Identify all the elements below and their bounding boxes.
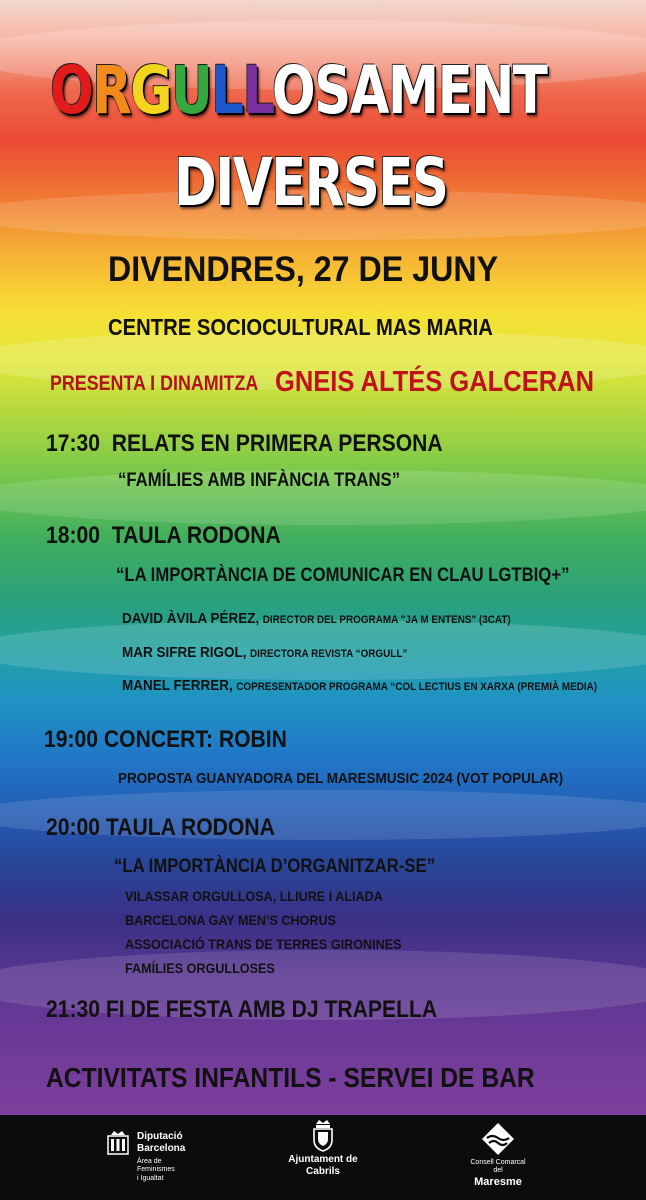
event-title: CONCERT: ROBIN <box>103 726 287 753</box>
maresme-small: Consell Comarcal del <box>470 1159 526 1175</box>
presenter-name: GNEIS ALTÉS GALCERAN <box>275 366 595 398</box>
poster-title-line1 <box>50 52 547 129</box>
event-date: DIVENDRES, 27 DE JUNY <box>108 250 499 289</box>
title-letter: E <box>437 52 472 129</box>
guest-name: MANEL FERRER, <box>122 677 233 694</box>
title-letter: T <box>512 52 547 129</box>
event-title: TAULA RODONA <box>105 814 275 841</box>
guest-role: DIRECTORA REVISTA “ORGULL” <box>250 648 408 660</box>
event-title: RELATS EN PRIMERA PERSONA <box>111 430 443 457</box>
diputacio-area: i Igualtat <box>137 1174 164 1182</box>
event-subtitle: PROPOSTA GUANYADORA DEL MARESMUSIC 2024 (VOT POPULAR) <box>118 770 564 787</box>
event-time: 21:30 <box>46 996 101 1023</box>
guest-name: DAVID ÀVILA PÉREZ, <box>122 610 260 627</box>
participant-item: BARCELONA GAY MEN’S CHORUS <box>125 912 336 928</box>
presenter-label: PRESENTA I DINAMITZA <box>50 372 259 395</box>
diputacio-name: Barcelona <box>137 1142 186 1154</box>
title-letter: R <box>92 52 131 129</box>
cabrils-logo <box>283 1118 363 1177</box>
title-letter: N <box>471 52 513 129</box>
title-letter: U <box>170 52 212 129</box>
guest-role: COPRESENTADOR PROGRAMA “COL LECTIUS EN XARXA (PREMIÀ MEDIA) <box>236 681 598 693</box>
diputacio-area: Àrea de Feminismes <box>137 1158 175 1174</box>
event-subtitle: “LA IMPORTÀNCIA DE COMUNICAR EN CLAU LGTBIQ+” <box>116 565 570 586</box>
diputacio-name: Diputació <box>137 1131 183 1142</box>
maresme-wave-icon <box>480 1121 516 1157</box>
maresme-name: Maresme <box>474 1175 522 1188</box>
schedule-item-1730 <box>46 430 443 458</box>
schedule-item-2130 <box>46 996 437 1024</box>
cabrils-coat-of-arms-icon <box>311 1118 335 1152</box>
event-subtitle: “FAMÍLIES AMB INFÀNCIA TRANS” <box>118 470 401 491</box>
participant-item: FAMÍLIES ORGULLOSES <box>125 960 275 976</box>
cabrils-name: Ajuntament de <box>288 1154 358 1165</box>
event-time: 19:00 <box>44 726 99 753</box>
schedule-item-1800 <box>46 522 281 550</box>
event-subtitle: “LA IMPORTÀNCIA D’ORGANITZAR-SE” <box>114 856 436 877</box>
cabrils-name: Cabrils <box>306 1165 340 1177</box>
event-title: TAULA RODONA <box>111 522 281 549</box>
title-letter: M <box>387 52 438 129</box>
participant-item: ASSOCIACIÓ TRANS DE TERRES GIRONINES <box>125 936 402 952</box>
title-letter: A <box>349 52 388 129</box>
event-venue: CENTRE SOCIOCULTURAL MAS MARIA <box>108 314 493 340</box>
title-letter: L <box>242 52 272 129</box>
guest-line <box>122 610 511 627</box>
extra-activities: ACTIVITATS INFANTILS - SERVEI DE BAR <box>46 1062 535 1093</box>
event-time: 20:00 <box>46 814 101 841</box>
poster-title-line2: DIVERSES <box>174 144 448 221</box>
guest-name: MAR SIFRE RIGOL, <box>122 644 247 661</box>
title-letter: O <box>271 52 315 129</box>
event-title: FI DE FESTA AMB DJ TRAPELLA <box>105 996 438 1023</box>
schedule-item-1900 <box>44 726 287 754</box>
guest-line <box>122 677 597 694</box>
diputacio-emblem-icon <box>107 1130 129 1156</box>
participant-item: VILASSAR ORGULLOSA, LLIURE I ALIADA <box>125 888 383 904</box>
guest-line <box>122 644 407 661</box>
event-time: 18:00 <box>46 522 101 549</box>
title-letter: L <box>211 52 243 129</box>
maresme-logo <box>466 1121 530 1188</box>
title-letter: O <box>50 52 93 129</box>
title-letter: S <box>314 52 350 129</box>
schedule-item-2000 <box>46 814 275 842</box>
sponsor-footer <box>0 1115 646 1200</box>
guest-role: DIRECTOR DEL PROGRAMA "JA M ENTENS" (3CAT) <box>262 614 511 626</box>
event-time: 17:30 <box>46 430 101 457</box>
title-letter: G <box>130 52 171 129</box>
